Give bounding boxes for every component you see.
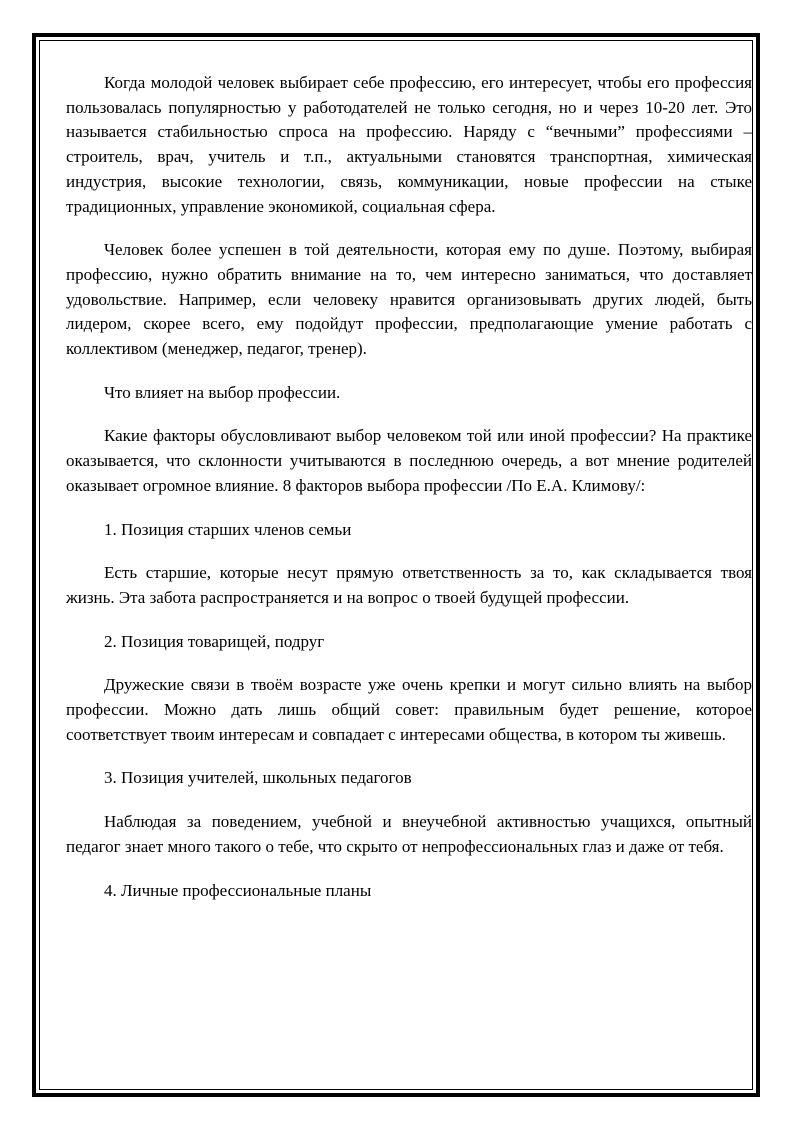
- factor-heading-personal-plans: 4. Личные профессиональные планы: [104, 880, 372, 900]
- section-heading-what-influences: Что влияет на выбор профессии.: [104, 382, 341, 402]
- paragraph-choice-factors: Какие факторы обусловливают выбор человеком той или иной профессии? На практике оказывается, что склонности учитываются в последнюю очередь, а вот мнение родителей оказывает огромное влияние. 8 факторов выбора профессии /По Е.А. Климову/:: [66, 426, 752, 495]
- factor-heading-friends: 2. Позиция товарищей, подруг: [104, 631, 325, 651]
- factor-heading-teachers: 3. Позиция учителей, школьных педагогов: [104, 768, 412, 788]
- factor-heading-family: 1. Позиция старших членов семьи: [104, 519, 352, 539]
- paragraph-teachers: Наблюдая за поведением, учебной и внеучебной активностью учащихся, опытный педагог знает много такого о тебе, что скрыто от непрофессиональных глаз и даже от тебя.: [66, 812, 752, 856]
- paragraph-personal-interest: Человек более успешен в той деятельности, которая ему по душе. Поэтому, выбирая профессию, нужно обратить внимание на то, чем интересно заниматься, что доставляет удовольствие. Например, если человеку нравится организовывать других людей, быть лидером, скорее всего, ему подойдут профессии, предполагающие умение работать с коллективом (менеджер, педагог, тренер).: [66, 240, 752, 359]
- document-body: [66, 71, 752, 922]
- paragraph-profession-stability: Когда молодой человек выбирает себе профессию, его интересует, чтобы его профессия пользовалась популярностью у работодателей не только сегодня, но и через 10-20 лет. Это называется стабильностью спроса на профессию. Наряду с “вечными” профессиями – строитель, врач, учитель и т.п., актуальными становятся транспортная, химическая индустрия, высокие технологии, связь, коммуникации, новые профессии на стыке традиционных, управление экономикой, социальная сфера.: [66, 73, 752, 216]
- paragraph-family: Есть старшие, которые несут прямую ответственность за то, как складывается твоя жизнь. Эта забота распространяется и на вопрос о твоей будущей профессии.: [66, 563, 752, 607]
- paragraph-friends: Дружеские связи в твоём возрасте уже очень крепки и могут сильно влиять на выбор профессии. Можно дать лишь общий совет: правильным будет решение, которое соответствует твоим интересам и совпадает с интересами общества, в котором ты живешь.: [66, 675, 752, 744]
